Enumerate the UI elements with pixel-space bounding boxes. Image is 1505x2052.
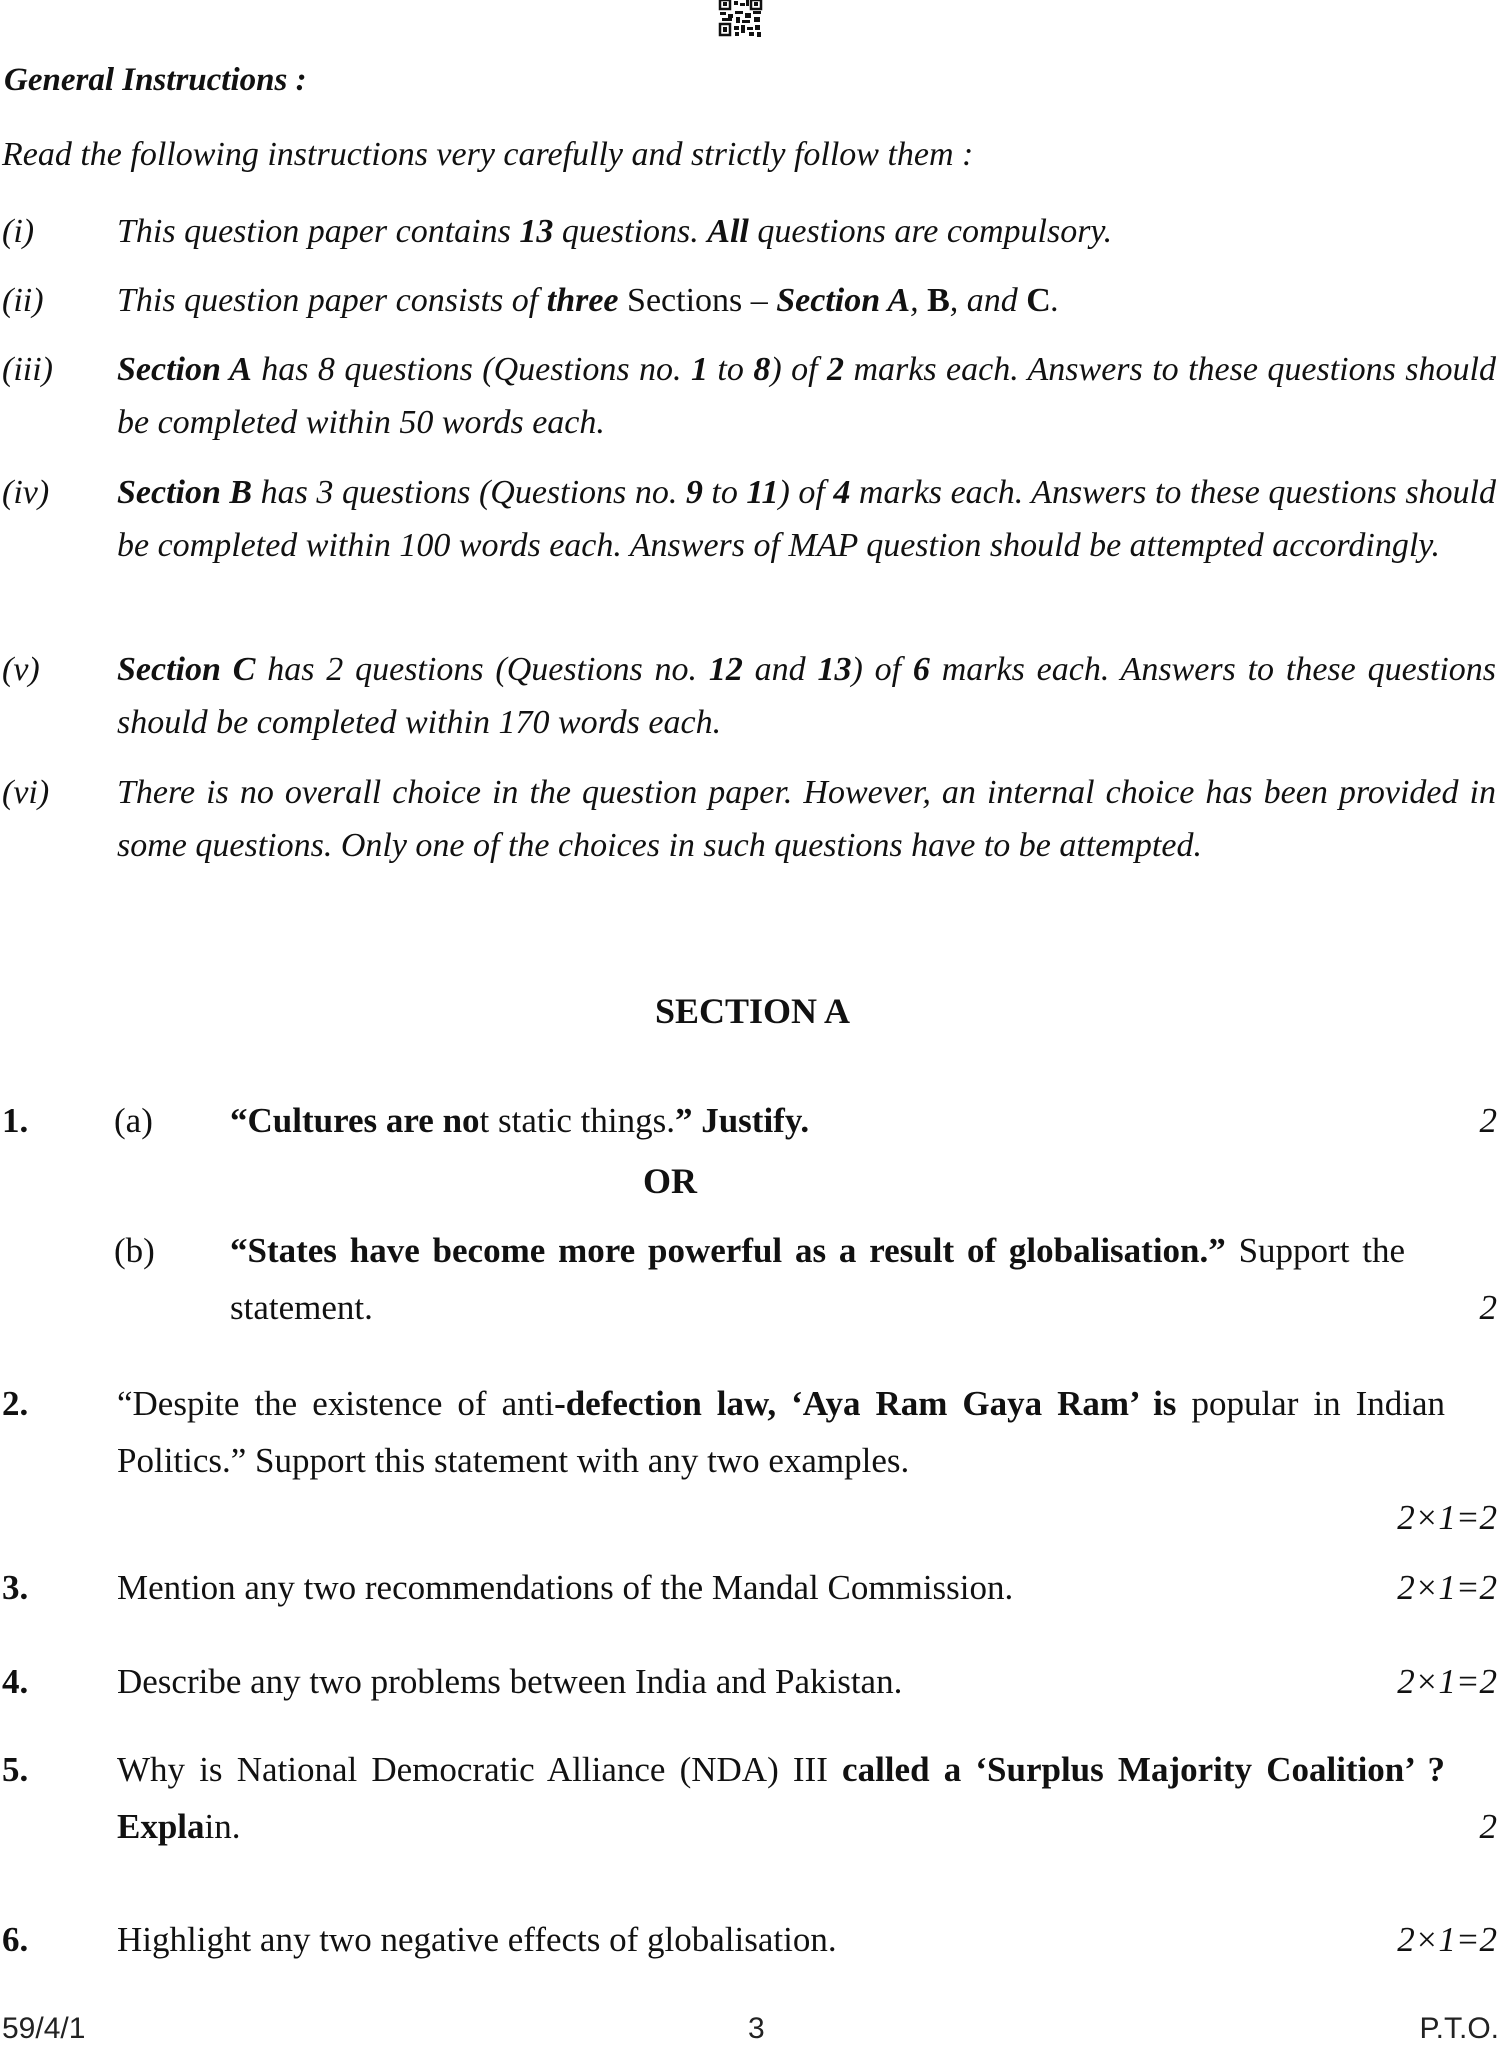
instruction-text: Section C has 2 questions (Questions no. 12 and 13) of 6 marks each. Answers to these questions should be completed within 170 words each. bbox=[117, 651, 1497, 741]
marks: 2×1=2 bbox=[1397, 1920, 1497, 1959]
instruction-number: (ii) bbox=[2, 282, 44, 319]
question-1a-text: “Cultures are not static things.” Justify. bbox=[230, 1101, 810, 1140]
instruction-text: This question paper contains 13 questions. All questions are compulsory. bbox=[117, 213, 1113, 250]
instruction-text: Section A has 8 questions (Questions no. 1 to 8) of 2 marks each. Answers to these questions should be completed within 50 words each. bbox=[117, 351, 1496, 441]
instruction-number: (iv) bbox=[2, 474, 50, 511]
instruction-number: (v) bbox=[2, 651, 40, 688]
question-1b-text: “States have become more powerful as a result of globalisation.” Support the statement. bbox=[230, 1231, 1405, 1327]
instruction-number: (i) bbox=[2, 213, 35, 250]
paper-code: 59/4/1 bbox=[2, 2012, 86, 2045]
marks: 2×1=2 bbox=[1397, 1568, 1497, 1607]
question-text: Describe any two problems between India and Pakistan. bbox=[117, 1662, 903, 1701]
instruction-text: This question paper consists of three Sections – Section A, B, and C. bbox=[117, 282, 1060, 319]
question-number: 2. bbox=[2, 1384, 29, 1423]
option-label-b: (b) bbox=[114, 1231, 155, 1270]
instruction-text: Section B has 3 questions (Questions no. 9 to 11) of 4 marks each. Answers to these questions should be completed within 100 words each. Answers of MAP question should be attempted accordingly. bbox=[117, 474, 1497, 564]
question-number: 1. bbox=[2, 1101, 29, 1140]
page-number: 3 bbox=[748, 2012, 765, 2045]
marks: 2 bbox=[1479, 1101, 1497, 1140]
marks: 2 bbox=[1479, 1807, 1497, 1846]
marks: 2×1=2 bbox=[1397, 1662, 1497, 1701]
question-text: Why is National Democratic Alliance (NDA) III called a ‘Surplus Majority Coalition’ ? Explain. bbox=[117, 1750, 1445, 1846]
question-number: 3. bbox=[2, 1568, 29, 1607]
question-text: Highlight any two negative effects of globalisation. bbox=[117, 1920, 837, 1959]
instruction-text: There is no overall choice in the question paper. However, an internal choice has been provided in some questions. Only one of the choices in such questions have to be attempted. bbox=[117, 774, 1496, 864]
question-number: 6. bbox=[2, 1920, 29, 1959]
marks: 2 bbox=[1479, 1288, 1497, 1327]
instruction-number: (iii) bbox=[2, 351, 53, 388]
marks: 2×1=2 bbox=[1397, 1498, 1497, 1537]
general-instructions-title: General Instructions : bbox=[4, 62, 307, 98]
section-title: SECTION A bbox=[654, 991, 851, 1031]
option-label-a: (a) bbox=[114, 1101, 153, 1140]
page-footer bbox=[0, 2012, 1505, 2052]
question-text: Mention any two recommendations of the Mandal Commission. bbox=[117, 1568, 1014, 1607]
qr-code-icon bbox=[718, 0, 764, 38]
question-text: “Despite the existence of anti-defection law, ‘Aya Ram Gaya Ram’ is popular in Indian Politics.” Support this statement with any two examples. bbox=[117, 1384, 1445, 1480]
pto-label: P.T.O. bbox=[1419, 2012, 1499, 2045]
or-divider: OR bbox=[643, 1161, 697, 1201]
question-number: 4. bbox=[2, 1662, 29, 1701]
question-number: 5. bbox=[2, 1750, 29, 1789]
instruction-number: (vi) bbox=[2, 774, 50, 811]
general-instructions-intro: Read the following instructions very carefully and strictly follow them : bbox=[2, 136, 974, 173]
